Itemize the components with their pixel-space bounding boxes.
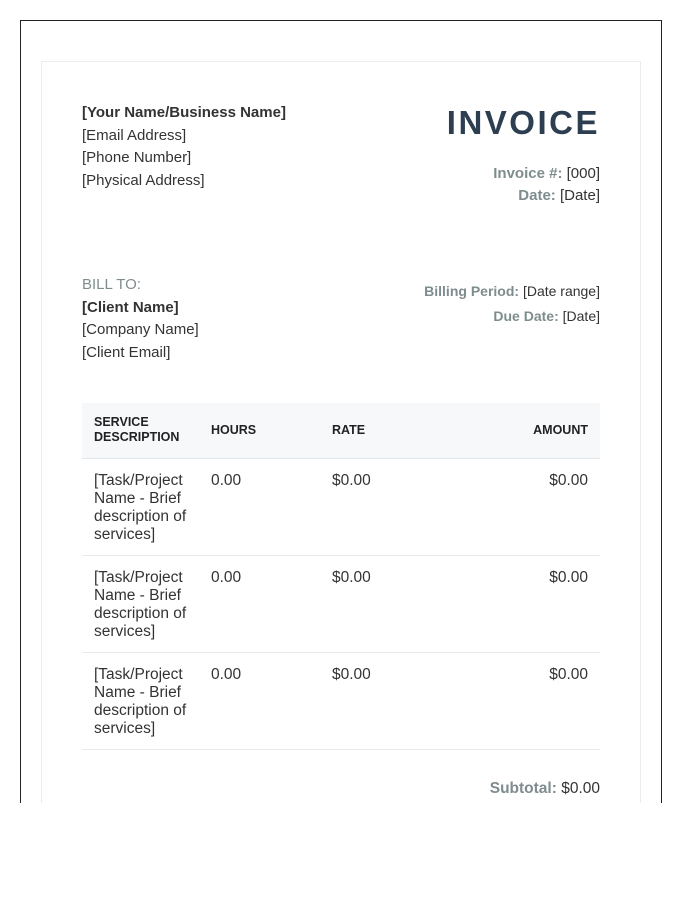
subtotal-value: $0.00: [561, 780, 600, 797]
row-hours: 0.00: [211, 666, 242, 683]
client-email: [Client Email]: [82, 343, 171, 361]
sender-email: [Email Address]: [82, 126, 187, 144]
due-date-line: [424, 304, 600, 329]
subtotal-line: [490, 780, 600, 798]
row-amount: $0.00: [549, 666, 588, 683]
sender-phone: [Phone Number]: [82, 149, 192, 166]
row-hours: 0.00: [211, 472, 242, 489]
row-rate: $0.00: [332, 666, 371, 683]
row-description: [Task/Project Name - Brief description of services]: [94, 569, 187, 640]
due-date-label: Due Date:: [493, 308, 559, 324]
row-amount: $0.00: [549, 472, 588, 489]
sender-name: [Your Name/Business Name]: [82, 104, 286, 121]
subtotal-label: Subtotal:: [489, 780, 557, 797]
sender-address: [Physical Address]: [82, 171, 205, 189]
row-rate: $0.00: [332, 569, 371, 586]
client-company: [Company Name]: [82, 321, 199, 338]
header-rate: RATE: [332, 423, 366, 437]
due-date-value: [Date]: [562, 308, 600, 324]
billing-period-value: [Date range]: [522, 283, 600, 299]
header-service-description: SERVICE DESCRIPTION: [94, 415, 180, 444]
invoice-number-value: [000]: [566, 165, 600, 182]
row-amount: $0.00: [549, 569, 588, 586]
document-frame: [20, 20, 662, 803]
row-description: [Task/Project Name - Brief description of services]: [94, 472, 187, 543]
invoice-date-line: [493, 185, 600, 207]
table-header: [82, 403, 600, 459]
header-amount: AMOUNT: [533, 423, 588, 437]
invoice-number-label: Invoice #:: [493, 165, 563, 182]
invoice-date-label: Date:: [518, 187, 556, 204]
table-row: [82, 653, 600, 750]
billing-period-line: [424, 279, 600, 304]
invoice-page: [41, 61, 641, 803]
bill-to-block: [82, 274, 199, 364]
row-hours: 0.00: [211, 569, 242, 586]
invoice-date-value: [Date]: [559, 187, 600, 204]
billing-info: [424, 279, 600, 329]
header-hours: HOURS: [211, 423, 257, 437]
table-row: [82, 556, 600, 653]
invoice-meta: [493, 163, 600, 207]
invoice-number-line: [493, 163, 600, 185]
row-rate: $0.00: [332, 472, 371, 489]
bill-to-heading: BILL TO:: [82, 276, 141, 293]
client-name: [Client Name]: [82, 298, 179, 316]
invoice-title: INVOICE: [446, 104, 600, 141]
table-row: [82, 459, 600, 556]
billing-period-label: Billing Period:: [424, 283, 520, 299]
services-table: [82, 403, 600, 750]
row-description: [Task/Project Name - Brief description of services]: [94, 666, 187, 737]
sender-block: [82, 102, 286, 192]
